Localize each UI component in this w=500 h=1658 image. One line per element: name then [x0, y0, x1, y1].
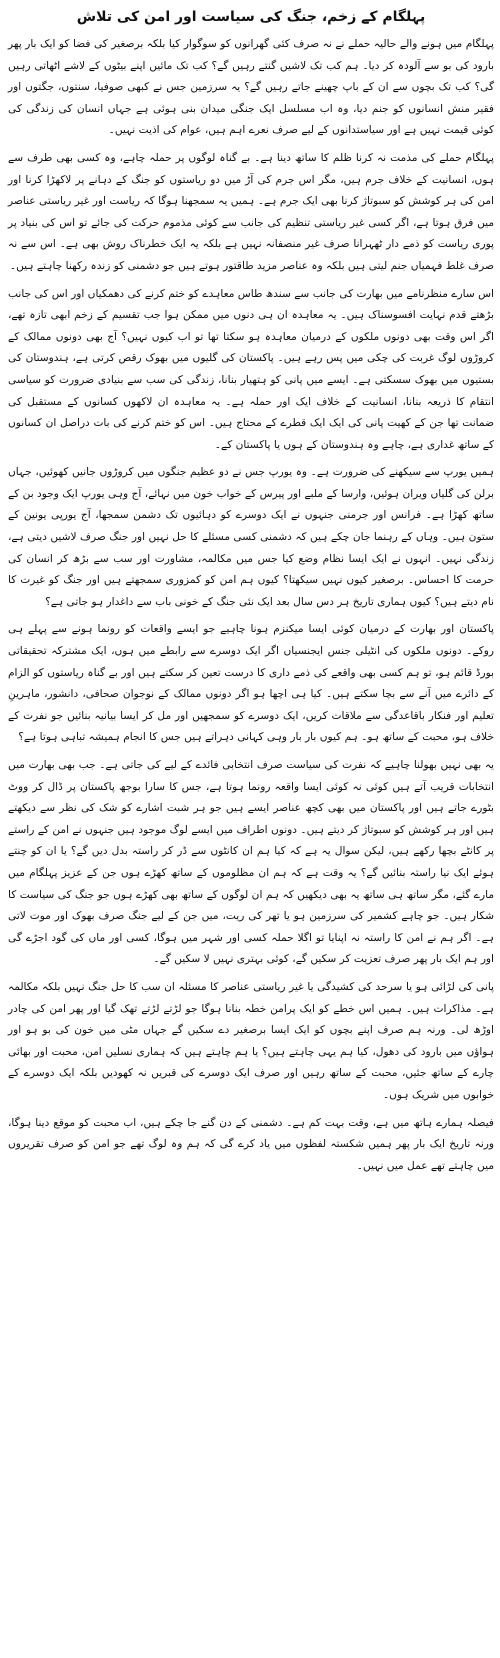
paragraph: پاکستان اور بھارت کے درمیان کوئی ایسا میکنزم ہونا چاہیے جو ایسے واقعات کو رونما ہونے سے پہلے ہی روکے۔ دونوں ملکوں کی انٹیلی جنس ایجنسیاں اگر ایک دوسرے سے رابطے میں ہوں، ایک مشترکہ تحقیقاتی بورڈ قائم ہو، تو ہم کسی بھی واقعے کی ذمے داری کا درست تعین کر سکتے ہیں اور بے گناہ ریاستوں کو الزام کے دائرے میں آنے سے بچا سکتے ہیں۔ کیا ہی اچھا ہو اگر دونوں ممالک کے نوجوان صحافی، دانشور، ماہرینِ تعلیم اور فنکار باقاعدگی سے ملاقات کریں، ایک دوسرے کو سمجھیں اور مل کر ایسا بیانیہ بنائیں جو نفرت کے خلاف ہو، محبت کے ساتھ ہو۔ ہم کیوں بار بار وہی کہانی دہراتے ہیں جس کا انجام ہمیشہ تباہی ہوتا ہے؟ [8, 623, 494, 744]
article-title: پہلگام کے زخم، جنگ کی سیاست اور امن کی تلاش [76, 9, 426, 25]
paragraph: فیصلہ ہمارے ہاتھ میں ہے، وقت بہت کم ہے۔ دشمنی کے دن گنے جا چکے ہیں، اب محبت کو موقع دینا ہوگا، ورنہ تاریخ ایک بار پھر ہمیں شکستہ لفظوں میں یاد کرے گی کہ ہم وہ لوگ تھے جو امن کو صرف تقریروں میں چاہتے تھے عمل میں نہیں۔ [8, 1116, 494, 1172]
paragraph: پہلگام حملے کی مذمت نہ کرنا ظلم کا ساتھ دینا ہے۔ بے گناہ لوگوں پر حملہ چاہے، وہ کسی بھی طرف سے ہوں، انسانیت کے خلاف جرم ہیں، مگر اس جرم کی آڑ میں دو ریاستوں کو جنگ کے دہانے پر لاکھڑا کرنا اور امن کی ہر کوشش کو سبوتاژ کرنا بھی ایک جرم ہے۔ ہمیں یہ سمجھنا ہوگا کہ ریاست اور غیر ریاستی عناصر میں فرق ہوتا ہے، اگر کسی غیر ریاستی تنظیم کی جانب سے کوئی مذموم حرکت کی جائے تو اس کی بنیاد پر پوری ریاست کو ذمے دار ٹھہرانا صرف غیر منصفانہ نہیں ہے بلکہ یہ ایک خطرناک روش بھی ہے۔ اس سے نہ صرف غلط فہمیاں جنم لیتی ہیں بلکہ وہ عناصر مزید طاقتور ہوتے ہیں جو دشمنی کو زندہ رکھنا چاہتے ہیں۔ [8, 151, 494, 272]
article-body [8, 34, 494, 1177]
paragraph: پہلگام میں ہونے والے حالیہ حملے نے نہ صرف کئی گھرانوں کو سوگوار کیا بلکہ برصغیر کی فضا کو ایک بار پھر بارود کی بو سے آلودہ کر دیا۔ ہم کب تک لاشیں گنتے رہیں گے؟ کب تک مائیں اپنے بیٹوں کے لاشے اٹھاتی رہیں گی؟ کب تک بچوں سے ان کے باپ چھینے جاتے رہیں گے؟ یہ سرزمین جس نے کبھی صوفیا، سنتوں، جگتوں اور فقیر منش انسانوں کو جنم دیا، وہ اب مسلسل ایک جنگی میدان بنی ہوئی ہے جہاں انسان کی زندگی کی کوئی قیمت نہیں ہے اور سیاستدانوں کے لیے صرف نعرے اہم ہیں، عوام کی اذیت نہیں۔ [8, 38, 494, 137]
paragraph: پانی کی لڑائی ہو یا سرحد کی کشیدگی یا غیر ریاستی عناصر کا مسئلہ ان سب کا حل جنگ نہیں بلکہ مکالمہ ہے۔ مذاکرات ہیں۔ ہمیں اس خطے کو ایک پرامن خطہ بنانا ہوگا جو لڑتے لڑتے تھک گیا اور پھر امن کی چادر اوڑھ لی۔ ورنہ ہم صرف اپنے بچوں کو ایک ایسا برصغیر دے سکیں گے جہاں مٹی میں خون کی بو ہو اور ہواؤں میں بارود کی دھول، کیا ہم یہی چاہتے ہیں؟ یا ہم چاہتے ہیں کہ ہماری نسلیں امن، محبت اور بھائی چارے کے ساتھ جئیں، محبت کے ساتھ رہیں اور صرف ایک دوسرے کی قبریں نہ کھودیں بلکہ ایک دوسرے کے خوابوں میں شریک ہوں۔ [8, 980, 494, 1101]
paragraph: یہ بھی نہیں بھولنا چاہیے کہ نفرت کی سیاست صرف انتخابی فائدے کے لیے کی جاتی ہے۔ جب بھی بھارت میں انتخابات قریب آتے ہیں کوئی نہ کوئی ایسا واقعہ رونما ہوتا ہے، جس کا سارا بوجھ پاکستان پر ڈال کر ووٹ بٹورے جاتے ہیں اور پاکستان میں بھی کچھ عناصر ایسے ہیں جو ہر شبت اشارے کو شک کی نظر سے دیکھتے ہیں اور ہر کوشش کو سبوتاژ کر دیتے ہیں۔ دونوں اطراف میں ایسے لوگ موجود ہیں جنہوں نے امن کے راستے پر کانٹے بچھا رکھے ہیں، لیکن سوال یہ ہے کہ کیا ہم ان کانٹوں سے ڈر کر راستہ بدل دیں گے؟ یا ان کو چنتے ہوئے ایک نیا راستہ بنائیں گے؟ یہ وقت ہے کہ ہم ان مظلوموں کے ساتھ کھڑے ہوں جن کے عزیز پہلگام میں مارے گئے، مگر ساتھ ہی ساتھ یہ بھی دیکھیں کہ ہم ان لوگوں کے ساتھ بھی کھڑے ہوں جو جنگ کی سیاست کا شکار ہیں۔ جو چاہے کشمیر کی سرزمین ہو یا تھر کی ریت، میں جن کے لیے جنگ صرف بھوک اور موت لاتی ہے۔ اگر ہم نے امن کا راستہ نہ اپنایا تو اگلا حملہ کسی اور شہر میں ہوگا، کسی اور ماں کی گود اجڑے گی اور ہم ایک بار پھر صرف تعزیت کر سکیں گے، کوئی بہتری نہیں لا سکیں گے۔ [8, 759, 494, 966]
paragraph: ہمیں یورپ سے سیکھنے کی ضرورت ہے۔ وہ یورپ جس نے دو عظیم جنگوں میں کروڑوں جانیں کھوئیں، جہاں برلن کی گلیاں ویران ہوئیں، وارسا کے ملبے اور پیرس کے خواب خون میں نہائے، آج وہی یورپ ایک وجود بن کے ساتھ کھڑا ہے۔ فرانس اور جرمنی جنہوں نے ایک دوسرے کو دہائیوں تک دشمن سمجھا، آج یورپی یونین کے ستون ہیں۔ وہاں کے رہنما جان چکے ہیں کہ دشمنی کسی مسئلے کا حل نہیں اور جنگ صرف لاشیں دیتی ہے، زندگی نہیں۔ انہوں نے ایک ایسا نظام وضع کیا جس میں مکالمہ، مشاورت اور سب سے بڑھ کر انسان کی حرمت کا احساس۔ برصغیر کیوں نہیں سیکھتا؟ کیوں ہم امن کو کمزوری سمجھتے ہیں اور جنگ کو غیرت کا نام دیتے ہیں؟ کیوں ہماری تاریخ ہر دس سال بعد ایک نئی جنگ کے خونی باب سے داغدار ہو جاتی ہے؟ [8, 466, 494, 608]
paragraph: اس سارے منظرنامے میں بھارت کی جانب سے سندھ طاس معاہدے کو ختم کرنے کی دھمکیاں اور اس کی جانب بڑھتے قدم نہایت افسوسناک ہیں۔ یہ معاہدہ ان ہی دنوں میں ممکن ہوا جب تقسیم کے زخم ابھی تازہ تھے، اگر اس وقت بھی دونوں ملکوں کے درمیان معاہدہ ہو سکتا تھا تو اب کیوں نہیں؟ آج بھی دونوں ممالک کے کروڑوں لوگ غربت کی چکی میں پس رہے ہیں۔ پاکستان کی گلیوں میں بھوک رقص کرتی ہے، ہندوستان کی بستیوں میں بھوک سسکتی ہے۔ ایسے میں پانی کو ہتھیار بنانا، زندگی کی سب سے بنیادی ضرورت کو سیاسی انتقام کا ذریعہ بنانا، انسانیت کے خلاف ایک اور حملہ ہے۔ یہ معاہدہ ان لاکھوں کسانوں کے مستقبل کی ضمانت تھا جن کے کھیت پانی کی ایک ایک قطرے کے محتاج ہیں۔ اس کو ختم کرنے کی بات دراصل ان کسانوں کے ساتھ غداری ہے، چاہے وہ ہندوستان کے ہوں یا پاکستان کے۔ [8, 287, 494, 451]
